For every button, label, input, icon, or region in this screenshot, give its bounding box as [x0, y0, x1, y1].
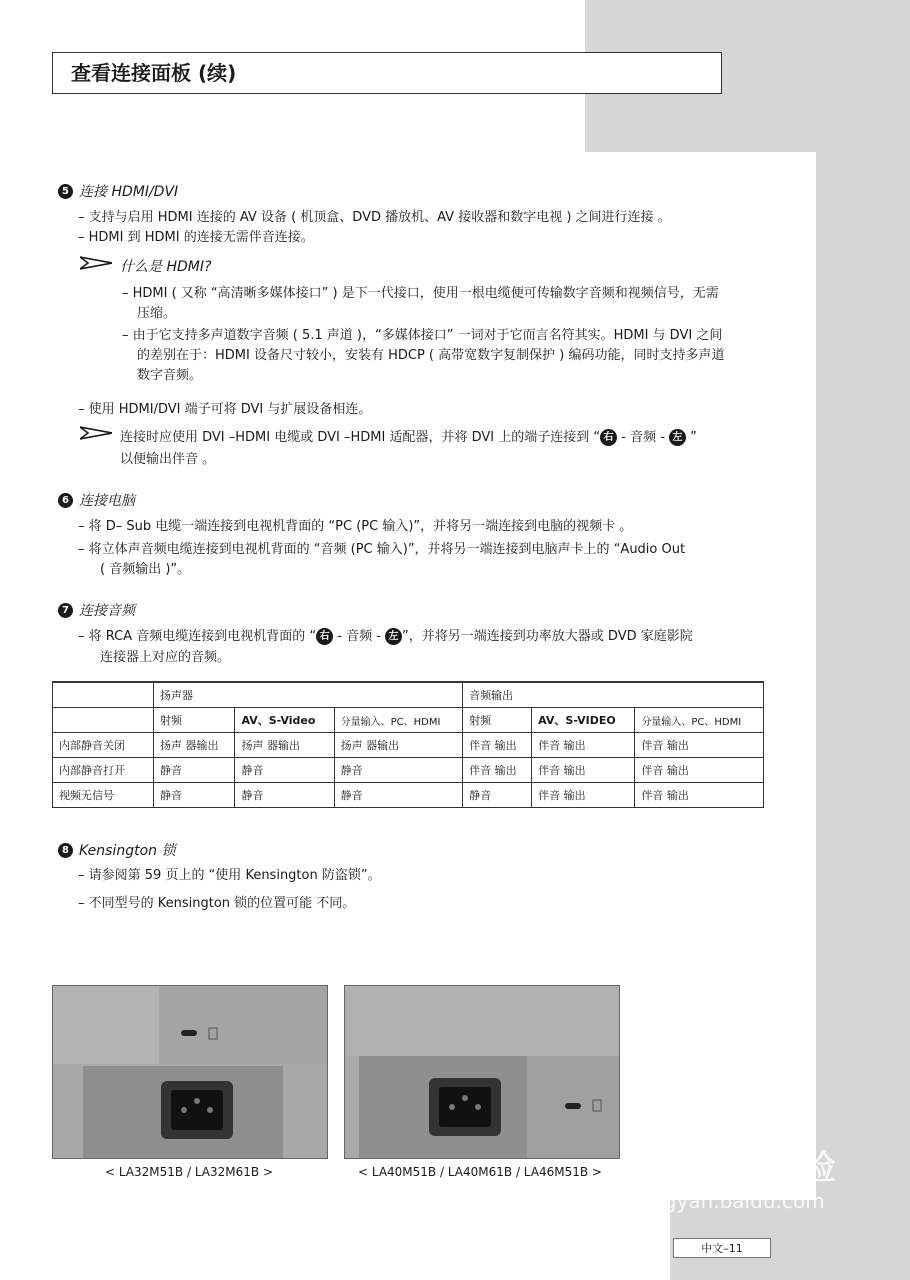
table-row	[53, 783, 764, 808]
right-channel-badge: 右	[600, 429, 617, 446]
s7-line1b: 连接器上对应的音频。	[100, 650, 231, 665]
table-cell: 伴音 输出	[635, 758, 764, 783]
row-label: 内部静音打开	[53, 758, 154, 783]
left-channel-badge: 左	[385, 628, 402, 645]
s8-line1: – 请参阅第 59 页上的 “使用 Kensington 防盗锁”。	[78, 868, 381, 883]
section-5-title: 连接 HDMI/DVI	[79, 184, 179, 200]
table-cell: 伴音 输出	[532, 783, 635, 808]
s7-mid-text: - 音频 -	[333, 629, 386, 644]
baidu-watermark	[640, 1140, 837, 1213]
table-cell: 静音	[463, 783, 532, 808]
page-number: 中文–11	[673, 1238, 771, 1258]
note-2c: 数字音频。	[137, 368, 203, 383]
subheader-cell: 射频	[154, 708, 235, 733]
subheader-cell: AV、S-Video	[235, 708, 334, 733]
tip-line-a	[120, 426, 697, 446]
table-cell: 伴音 输出	[635, 733, 764, 758]
s7-line1	[78, 625, 693, 645]
s8-line2: – 不同型号的 Kensington 锁的位置可能 不同。	[78, 896, 356, 911]
tip-line-b: 以便输出伴音 。	[120, 452, 216, 467]
row-label: 内部静音关闭	[53, 733, 154, 758]
audio-output-table	[52, 681, 764, 808]
table-cell: 伴音 输出	[463, 733, 532, 758]
section-7-heading	[58, 600, 135, 620]
note-2b: 的差别在于：HDMI 设备尺寸较小，安装有 HDCP ( 高带宽数字复制保护 ) 编码功能，同时支持多声道	[137, 348, 725, 363]
page-title: 查看连接面板 (续)	[71, 61, 237, 85]
s5-line2: – HDMI 到 HDMI 的连接无需伴音连接。	[78, 230, 314, 245]
right-channel-badge: 右	[316, 628, 333, 645]
table-row	[53, 733, 764, 758]
s6-line2b: ( 音频输出 )”。	[100, 562, 191, 577]
section-8-title: Kensington 锁	[79, 843, 176, 859]
s6-line2a: – 将立体声音频电缆连接到电视机背面的 “音频 (PC 输入)”，并将另一端连接到电脑声卡上的 “Audio Out	[78, 542, 686, 557]
watermark-url: jingyan.baidu.com	[640, 1189, 825, 1213]
table-cell: 静音	[334, 783, 463, 808]
table-cell: 静音	[154, 758, 235, 783]
tip-mid-text: - 音频 -	[617, 430, 670, 445]
subheader-cell: 分量输入、PC、HDMI	[334, 708, 463, 733]
table-cell: 静音	[235, 783, 334, 808]
note-1b: 压缩。	[137, 306, 177, 321]
subheader-cell: 射频	[463, 708, 532, 733]
group-speaker-header: 扬声器	[154, 682, 463, 708]
section-number-7: 7	[58, 603, 73, 618]
section-number-5: 5	[58, 184, 73, 199]
section-7-title: 连接音频	[79, 603, 135, 619]
s5-line3: – 使用 HDMI/DVI 端子可将 DVI 与扩展设备相连。	[78, 402, 372, 417]
group-audio-out-header: 音频输出	[463, 682, 764, 708]
photo-left-caption: < LA32M51B / LA32M61B >	[105, 1165, 273, 1179]
section-6-heading	[58, 490, 135, 510]
note-1a: – HDMI ( 又称 “高清晰多媒体接口” ) 是下一代接口，使用一根电缆便可传输数字音频和视频信号，无需	[122, 286, 719, 301]
section-number-6: 6	[58, 493, 73, 508]
table-cell: 静音	[235, 758, 334, 783]
left-channel-badge: 左	[669, 429, 686, 446]
section-5-heading	[58, 181, 178, 201]
note-2a: – 由于它支持多声道数字音频 ( 5.1 声道 )，“多媒体接口” 一词对于它而言名符其实。HDMI 与 DVI 之间	[122, 328, 723, 343]
tv-back-panel-left	[53, 986, 327, 1158]
photo-right	[344, 985, 620, 1159]
photo-right-caption: < LA40M51B / LA40M61B / LA46M51B >	[358, 1165, 602, 1179]
table-header-row-2	[53, 708, 764, 733]
table-cell: 静音	[154, 783, 235, 808]
table-cell: 伴音 输出	[463, 758, 532, 783]
s5-line1: – 支持与启用 HDMI 连接的 AV 设备 ( 机顶盒、DVD 播放机、AV 接收器和数字电视 ) 之间进行连接 。	[78, 210, 671, 225]
gray-band-side	[816, 152, 910, 1280]
s6-line1: – 将 D– Sub 电缆一端连接到电视机背面的 “PC (PC 输入)”，并将另一端连接到电脑的视频卡 。	[78, 519, 633, 534]
table-cell: 伴音 输出	[532, 758, 635, 783]
note-arrow-icon	[80, 256, 112, 274]
table-cell: 扬声 器输出	[154, 733, 235, 758]
table-row	[53, 758, 764, 783]
section-number-8: 8	[58, 843, 73, 858]
table-cell: 扬声 器输出	[235, 733, 334, 758]
table-empty-cell	[53, 708, 154, 733]
note-heading: 什么是 HDMI?	[120, 259, 212, 275]
subheader-cell: 分量输入、PC、HDMI	[635, 708, 764, 733]
photo-left	[52, 985, 328, 1159]
table-cell: 伴音 输出	[532, 733, 635, 758]
s7-pre-text: – 将 RCA 音频电缆连接到电视机背面的 “	[78, 629, 317, 644]
table-cell: 伴音 输出	[635, 783, 764, 808]
section-8-heading	[58, 840, 176, 860]
watermark-brand: Baidu 经验	[640, 1148, 837, 1188]
tv-back-panel-right	[345, 986, 619, 1158]
table-cell: 静音	[334, 758, 463, 783]
row-label: 视频无信号	[53, 783, 154, 808]
table-cell: 扬声 器输出	[334, 733, 463, 758]
table-corner-cell	[53, 682, 154, 708]
tip-post-text: ”	[686, 430, 697, 445]
tip-text: 连接时应使用 DVI –HDMI 电缆或 DVI –HDMI 适配器，并将 DVI 上的端子连接到 “	[120, 430, 601, 445]
section-6-title: 连接电脑	[79, 493, 135, 509]
subheader-cell: AV、S-VIDEO	[532, 708, 635, 733]
tip-arrow-icon	[80, 426, 112, 444]
table-header-row-1	[53, 682, 764, 708]
title-box	[52, 52, 722, 94]
s7-post-text: ”，并将另一端连接到功率放大器或 DVD 家庭影院	[402, 629, 693, 644]
